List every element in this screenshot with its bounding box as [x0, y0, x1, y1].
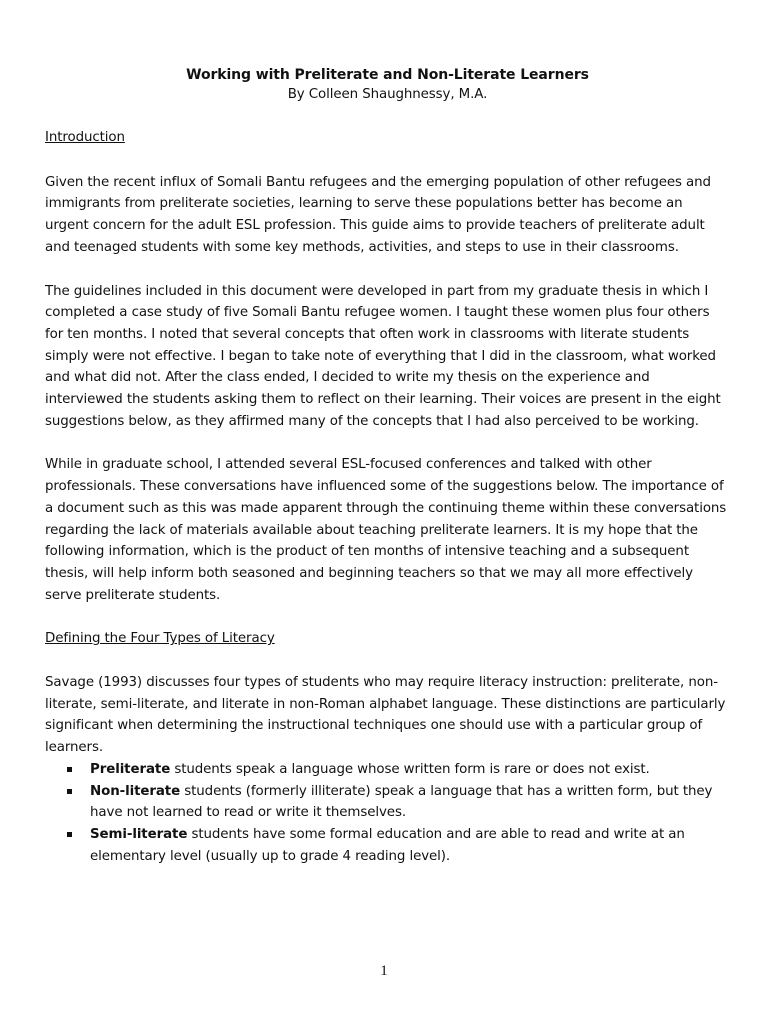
- literacy-definition: students speak a language whose written form is rare or does not exist.: [170, 761, 650, 777]
- document-page: [45, 66, 730, 867]
- section-heading-introduction: Introduction: [45, 130, 125, 145]
- list-item: [90, 781, 730, 824]
- literacy-term: Preliterate: [90, 761, 171, 777]
- intro-paragraph: While in graduate school, I attended several ESL-focused conferences and talked with other professionals. These conversations have influenced some of the suggestions below. The importance of a document such as this was made apparent through the continuing theme within these conversations regarding the lack of materials available about teaching preliterate learners. It is my hope that the following information, which is the product of ten months of intensive teaching and a subsequent thesis, will help inform both seasoned and beginning teachers so that we may all more effectively serve preliterate students.: [45, 457, 727, 603]
- square-bullet-icon: [67, 767, 72, 772]
- intro-paragraph: Given the recent influx of Somali Bantu refugees and the emerging population of other refugees and immigrants from preliterate societies, learning to serve these populations better has become an urgent concern for the adult ESL profession. This guide aims to provide teachers of preliterate adult and teenaged students with some key methods, activities, and steps to use in their classrooms.: [45, 174, 711, 255]
- literacy-types-list: [45, 759, 730, 868]
- literacy-term: Semi-literate: [90, 826, 188, 842]
- list-item: [90, 824, 730, 867]
- literacy-definition: students (formerly illiterate) speak a language that has a written form, but they have not learned to read or write it themselves.: [90, 783, 713, 821]
- literacy-term: Non-literate: [90, 783, 181, 799]
- literacy-definition: students have some formal education and are able to read and write at an elementary level (usually up to grade 4 reading level).: [90, 826, 685, 864]
- intro-paragraph: The guidelines included in this document were developed in part from my graduate thesis in which I completed a case study of five Somali Bantu refugee women. I taught these women plus four others for ten months. I noted that several concepts that often work in classrooms with literate students simply were not effective. I began to take note of everything that I did in the classroom, what worked and what did not. After the class ended, I decided to write my thesis on the experience and interviewed the students asking them to reflect on their learning. Their voices are present in the eight suggestions below, as they affirmed many of the concepts that I had also perceived to be working.: [45, 283, 721, 429]
- page-number: 1: [380, 963, 388, 979]
- literacy-intro-paragraph: Savage (1993) discusses four types of students who may require literacy instruction: preliterate, non-literate, semi-literate, and literate in non-Roman alphabet language. These distinctions are particularly significant when determining the instructional techniques one should use with a particular group of learners.: [45, 675, 726, 756]
- document-author: By Colleen Shaughnessy, M.A.: [287, 87, 488, 102]
- list-item: [90, 759, 730, 781]
- section-heading-literacy-types: Defining the Four Types of Literacy: [45, 631, 275, 647]
- document-title: Working with Preliterate and Non-Literate Learners: [186, 67, 589, 83]
- square-bullet-icon: [67, 789, 72, 794]
- square-bullet-icon: [67, 832, 72, 837]
